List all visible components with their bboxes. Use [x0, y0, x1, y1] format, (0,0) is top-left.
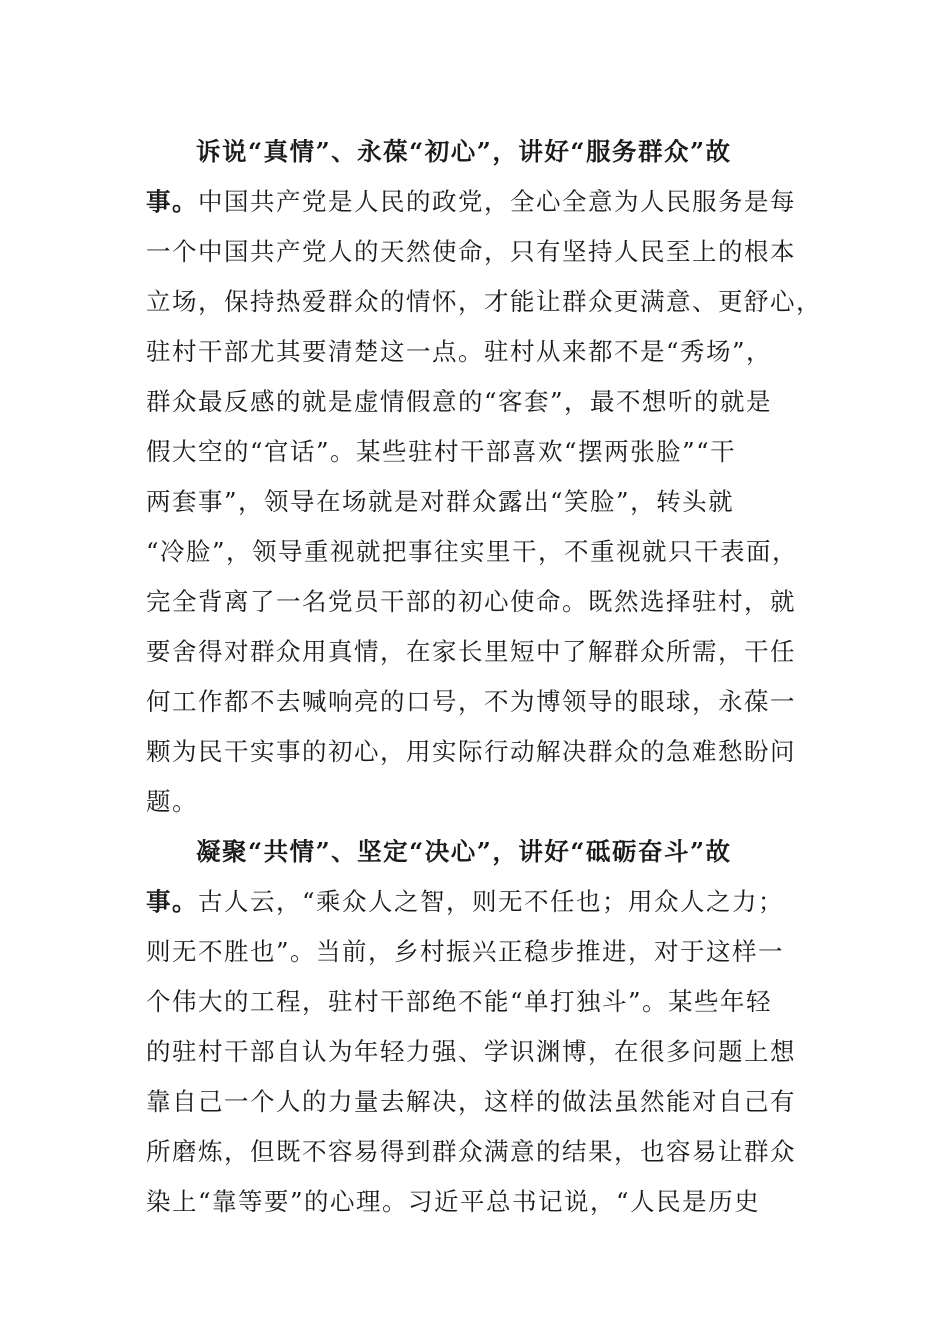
paragraph-text: 靠自己一个人的力量去解决，这样的做法虽然能对自己有 [146, 1087, 796, 1116]
paragraph-1-line [146, 327, 796, 377]
paragraph-1-line [146, 527, 799, 577]
paragraph-text: 颗为民干实事的初心，用实际行动解决群众的急难愁盼问 [146, 737, 796, 766]
paragraph-heading: 诉说“真情”、永葆“初心”，讲好“服务群众”故 [196, 137, 732, 166]
paragraph-1-line [146, 777, 796, 827]
paragraph-1-line [146, 677, 796, 727]
paragraph-1-line [146, 577, 796, 627]
paragraph-1-line [146, 377, 796, 427]
paragraph-heading: 事。 [146, 187, 198, 216]
paragraph-text: 群众最反感的就是虚情假意的“客套”，最不想听的就是 [146, 387, 773, 416]
paragraph-text: 两套事”，领导在场就是对群众露出“笑脸”，转头就 [146, 487, 735, 516]
paragraph-text: 染上“靠等要”的心理。习近平总书记说，“人民是历史 [146, 1187, 761, 1216]
paragraph-text: 古人云，“乘众人之智，则无不任也；用众人之力； [198, 887, 785, 916]
paragraph-text: 题。 [146, 787, 198, 816]
document-body [146, 127, 822, 1227]
paragraph-text: 个伟大的工程，驻村干部绝不能“单打独斗”。某些年轻 [146, 987, 773, 1016]
paragraph-2-line [146, 1177, 796, 1227]
paragraph-1-line [146, 727, 796, 777]
paragraph-2-line [146, 927, 796, 977]
paragraph-1-line [146, 477, 796, 527]
paragraph-text: 则无不胜也”。当前，乡村振兴正稳步推进，对于这样一 [146, 937, 785, 966]
paragraph-text: 驻村干部尤其要清楚这一点。驻村从来都不是“秀场”， [146, 337, 773, 366]
paragraph-text: 要舍得对群众用真情，在家长里短中了解群众所需，干任 [146, 637, 796, 666]
paragraph-2-line [146, 827, 796, 877]
paragraph-2-line [146, 1027, 796, 1077]
paragraph-1-line [146, 627, 796, 677]
paragraph-2-line [146, 977, 796, 1027]
paragraph-2-line [146, 1077, 796, 1127]
paragraph-heading: 事。 [146, 887, 198, 916]
paragraph-text: 假大空的“官话”。某些驻村干部喜欢“摆两张脸”“干 [146, 437, 737, 466]
paragraph-text: 所磨炼，但既不容易得到群众满意的结果，也容易让群众 [146, 1137, 796, 1166]
paragraph-text: 的驻村干部自认为年轻力强、学识渊博，在很多问题上想 [146, 1037, 796, 1066]
paragraph-1-line [146, 177, 796, 227]
paragraph-1-line [146, 227, 796, 277]
paragraph-text: 一个中国共产党人的天然使命，只有坚持人民至上的根本 [146, 237, 796, 266]
paragraph-2-line [146, 1127, 796, 1177]
paragraph-text: “冷脸”，领导重视就把事往实里干，不重视就只干表面， [146, 537, 799, 566]
paragraph-text: 完全背离了一名党员干部的初心使命。既然选择驻村，就 [146, 587, 796, 616]
paragraph-text: 何工作都不去喊响亮的口号，不为博领导的眼球，永葆一 [146, 687, 796, 716]
paragraph-heading: 凝聚“共情”、坚定“决心”，讲好“砥砺奋斗”故 [196, 837, 732, 866]
paragraph-1-line [146, 127, 796, 177]
paragraph-1-line [146, 427, 796, 477]
paragraph-text: 立场，保持热爱群众的情怀，才能让群众更满意、更舒心， [146, 287, 822, 316]
paragraph-text: 中国共产党是人民的政党，全心全意为人民服务是每 [198, 187, 796, 216]
paragraph-1-line [146, 277, 822, 327]
paragraph-2-line [146, 877, 796, 927]
